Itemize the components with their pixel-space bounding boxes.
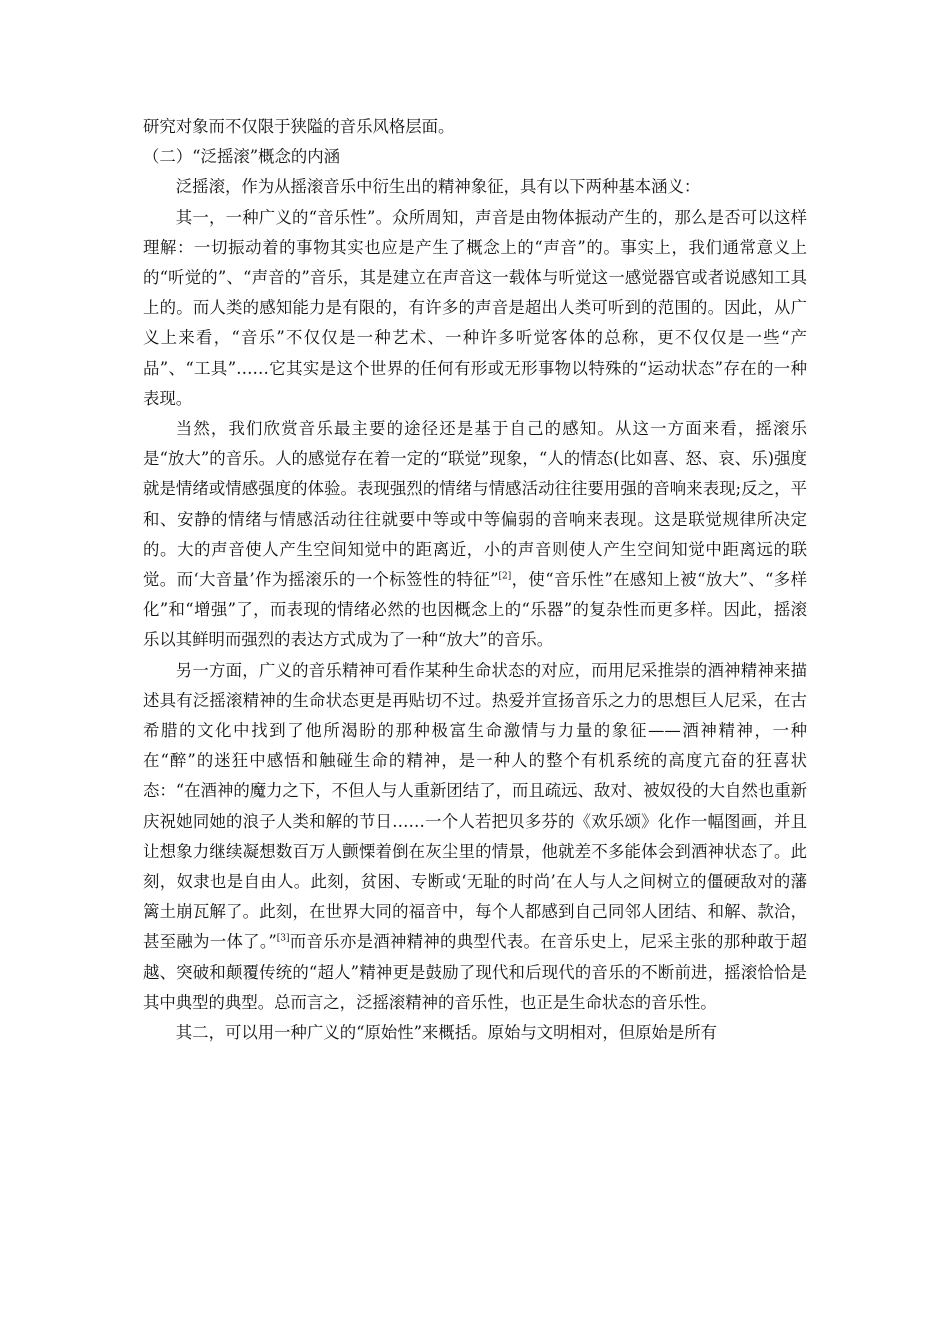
paragraph-dionysian-spirit	[143, 656, 807, 1018]
paragraph-primitiveness: 其二，可以用一种广义的“原始性”来概括。原始与文明相对，但原始是所有	[175, 1023, 718, 1043]
paragraph-text: 另一方面，广义的音乐精神可看作某种生命状态的对应，而用尼采推崇的酒神精神来描述具有泛摇滚精神的生命状态更是再贴切不过。热爱并宣扬音乐之力的思想巨人尼采，在古希腊的文化中找到了他所渴盼的那种极富生命激情与力量的象征——酒神精神，一种在“醉”的迷狂中感悟和触碰生命的精神，是一种人的整个有机系统的高度亢奋的狂喜状态：“在酒神的魔力之下，不但人与人重新团结了，而且疏远、敌对、被奴役的大自然也重新庆祝她同她的浪子人类和解的节日……一个人若把贝多芬的《欢乐颂》化作一幅图画，并且让想象力继续凝想数百万人颤慄着倒在灰尘里的情景，他就差不多能体会到酒神状态了。此刻，奴隶也是自由人。此刻，贫困、专断或‘无耻的时尚’在人与人之间树立的僵硬敌对的藩篱土崩瓦解了。此刻，在世界大同的福音中，每个人都感到自己同邻人团结、和解、款洽，甚至融为一体了。”	[143, 660, 808, 952]
paragraph-amplified-music	[143, 414, 807, 656]
paragraph-text: 而音乐亦是酒神精神的典型代表。在音乐史上，尼采主张的那种敢于超越、突破和颠覆传统的“超人”精神更是鼓励了现代和后现代的音乐的不断前进，摇滚恰恰是其中典型的典型。总而言之，泛摇滚精神的音乐性，也正是生命状态的音乐性。	[143, 932, 807, 1012]
document-page	[143, 112, 807, 1048]
section-heading: （二）“泛摇滚”概念的内涵	[143, 147, 341, 167]
paragraph-musicality: 其一，一种广义的“音乐性”。众所周知，声音是由物体振动产生的，那么是否可以这样理解：一切振动着的事物其实也应是产生了概念上的“声音”的。事实上，我们通常意义上的“听觉的”、“声音的”音乐，其是建立在声音这一载体与听觉这一感觉器官或者说感知工具上的。而人类的感知能力是有限的，有许多的声音是超出人类可听到的范围的。因此，从广义上来看，“音乐”不仅仅是一种艺术、一种许多听觉客体的总称，更不仅仅是一些“产品”、“工具”……它其实是这个世界的任何有形或无形事物以特殊的“运动状态”存在的一种表现。	[143, 207, 807, 408]
paragraph-continuation: 研究对象而不仅限于狭隘的音乐风格层面。	[143, 117, 455, 136]
paragraph-intro: 泛摇滚，作为从摇滚音乐中衍生出的精神象征，具有以下两种基本涵义：	[175, 177, 701, 197]
paragraph-text: 当然，我们欣赏音乐最主要的途径还是基于自己的感知。从这一方面来看，摇滚乐是“放大”的音乐。人的感觉存在着一定的“联觉”现象，“人的情态(比如喜、怒、哀、乐)强度就是情绪或情感强度的体验。表现强烈的情绪与情感活动往往要用强的音响来表现;反之，平和、安静的情绪与情感活动往往就要中等或中等偏弱的音响来表现。这是联觉规律所决定的。大的声音使人产生空间知觉中的距离近，小的声音则使人产生空间知觉中距离远的联觉。而‘大音量’作为摇滚乐的一个标签性的特征”	[143, 419, 807, 590]
paragraph-text: ，使“音乐性”在感知上被“放大”、“多样化”和“增强”了，而表现的情绪必然的也因概念上的“乐器”的复杂性而更多样。因此，摇滚乐以其鲜明而强烈的表达方式成为了一种“放大”的音乐。	[143, 570, 807, 650]
citation-ref: [2]	[498, 571, 512, 582]
citation-ref: [3]	[276, 934, 290, 945]
